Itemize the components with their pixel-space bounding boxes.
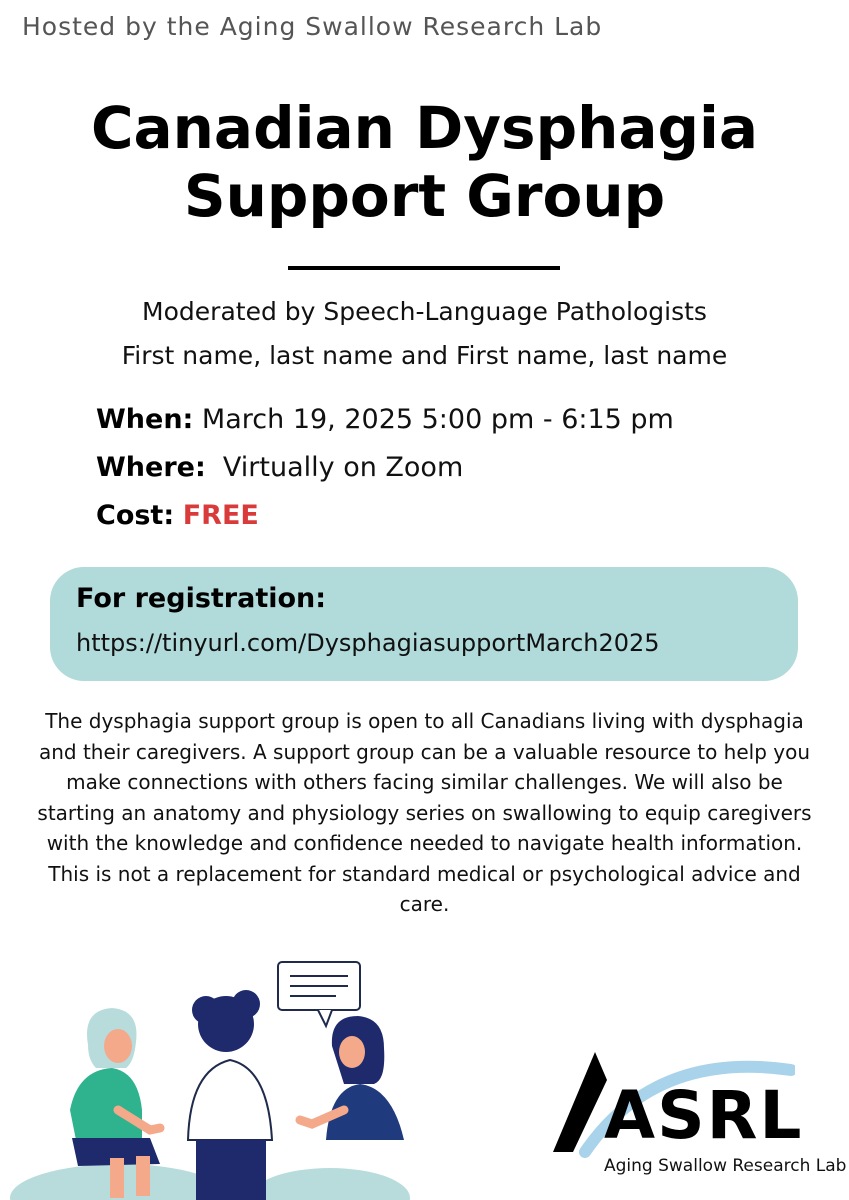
page-title [0,94,849,230]
when-row [96,396,674,444]
event-details [96,396,674,540]
person-middle-icon [188,990,272,1200]
when-label: When: [96,404,194,435]
support-group-conversation-illustration [0,960,470,1200]
speech-bubble-icon [278,962,360,1026]
title-divider [288,266,560,270]
logo-subtitle: Aging Swallow Research Lab [604,1156,847,1176]
registration-link[interactable]: https://tinyurl.com/DysphagiasupportMarch2025 [76,629,660,657]
moderation-line-1: Moderated by Speech-Language Pathologists [142,297,707,326]
when-value: March 19, 2025 5:00 pm - 6:15 pm [193,404,674,435]
description-paragraph: The dysphagia support group is open to all Canadians living with dysphagia and their caregivers. A support group can be a valuable resource to help you make connections with others facing similar challenges. We will also be starting an anatomy and physiology series on swallowing to equip caregivers with the knowledge and confidence needed to navigate health information. This is not a replacement for standard medical or psychological advice and care. [37,709,812,916]
where-label: Where: [96,452,206,483]
moderation-line-2: First name, last name and First name, last name [121,341,728,370]
where-row [96,444,674,492]
title-line-1: Canadian Dysphagia [90,94,759,162]
person-right-icon [300,1016,404,1140]
moderation-block [0,290,849,378]
cost-label: Cost: [96,500,175,531]
registration-box [50,567,798,681]
cost-value: FREE [182,500,259,531]
where-value: Virtually on Zoom [205,452,464,483]
host-line: Hosted by the Aging Swallow Research Lab [22,12,603,41]
cost-row [96,492,674,540]
title-line-2: Support Group [183,162,666,230]
logo-text: ASRL [604,1077,804,1154]
registration-label: For registration: [76,583,327,614]
